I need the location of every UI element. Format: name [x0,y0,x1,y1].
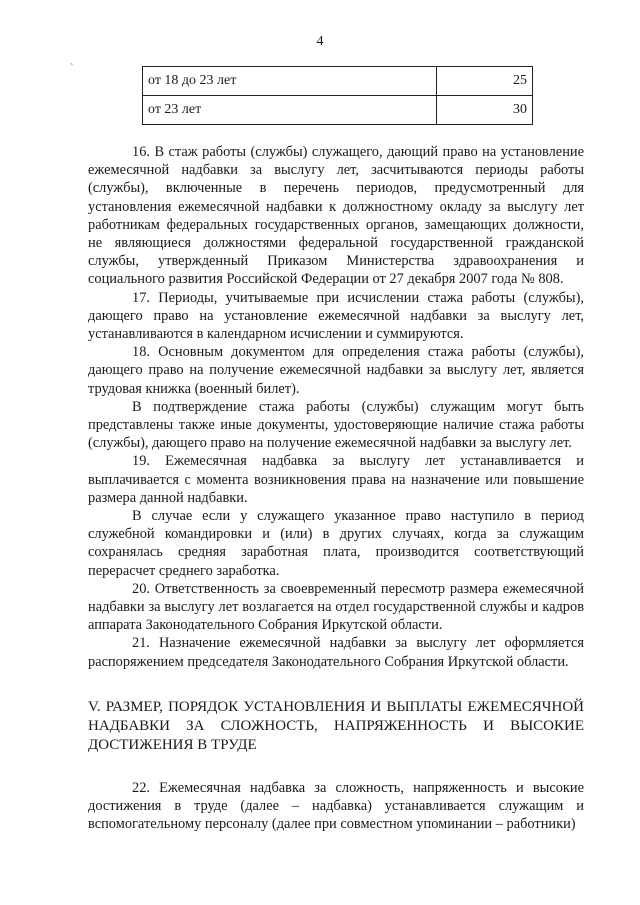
table-cell-period: от 18 до 23 лет [143,67,437,96]
table-row [143,67,533,96]
paragraph-20: 20. Ответственность за своевременный пересмотр размера ежемесячной надбавки за выслугу лет возлагается на отдел государственной службы и кадров аппарата Законодательного Собрания Иркутской области. [88,580,584,634]
paragraph-21: 21. Назначение ежемесячной надбавки за выслугу лет оформляется распоряжением председателя Законодательного Собрания Иркутской области. [88,635,584,670]
table-cell-period: от 23 лет [143,96,437,125]
paragraph-19: 19. Ежемесячная надбавка за выслугу лет устанавливается и выплачивается с момента возникновения права на назначение или повышение размера данной надбавки. [88,453,584,506]
paragraph-18-continued: В подтверждение стажа работы (службы) служащим могут быть представлены также иные документы, удостоверяющие наличие стажа работы (службы), дающего право на получение ежемесячной надбавки за выслугу лет. [88,398,584,452]
document-body [88,143,584,834]
page-number: 4 [316,34,324,49]
table-row [143,96,533,125]
paragraph-19-continued: В случае если у служащего указанное право наступило в период служебной командировки и (или) в других случаях, когда за служащим сохранялась средняя заработная плата, производится соответствующий перерасчет среднего заработка. [88,508,584,579]
paragraph-16: 16. В стаж работы (службы) служащего, дающий право на установление ежемесячной надбавки за выслугу лет, засчитываются периоды работы (службы), включенные в перечень периодов, предусмотренный для установления ежемесячной надбавки к должностному окладу за выслугу лет работникам федеральных государственных органов, замещающих должности, не являющиеся должностями федеральной государственной гражданской службы, утвержденный Приказом Министерства здравоохранения и социального развития Российской Федерации от 27 декабря 2007 года № 808. [88,144,584,288]
stray-mark: ` [70,63,74,74]
table-cell-value: 25 [437,67,533,96]
seniority-table [142,66,533,125]
table-cell-value: 30 [437,96,533,125]
paragraph-22: 22. Ежемесячная надбавка за сложность, напряженность и высокие достижения в труде (далее – надбавка) устанавливается служащим и вспомогательному персоналу (далее при совместном упоминании – работники) [88,779,584,833]
section-title: V. РАЗМЕР, ПОРЯДОК УСТАНОВЛЕНИЯ И ВЫПЛАТЫ ЕЖЕМЕСЯЧНОЙ НАДБАВКИ ЗА СЛОЖНОСТЬ, НАПРЯЖЕННОСТЬ И ВЫСОКИЕ ДОСТИЖЕНИЯ В ТРУДЕ [88,698,584,753]
paragraph-18: 18. Основным документом для определения стажа работы (службы), дающего право на получение ежемесячной надбавки за выслугу лет, является трудовая книжка (военный билет). [88,344,584,397]
paragraph-17: 17. Периоды, учитываемые при исчислении стажа работы (службы), дающего право на установление ежемесячной надбавки за выслугу лет, устанавливаются в календарном исчислении и суммируются. [88,289,584,343]
